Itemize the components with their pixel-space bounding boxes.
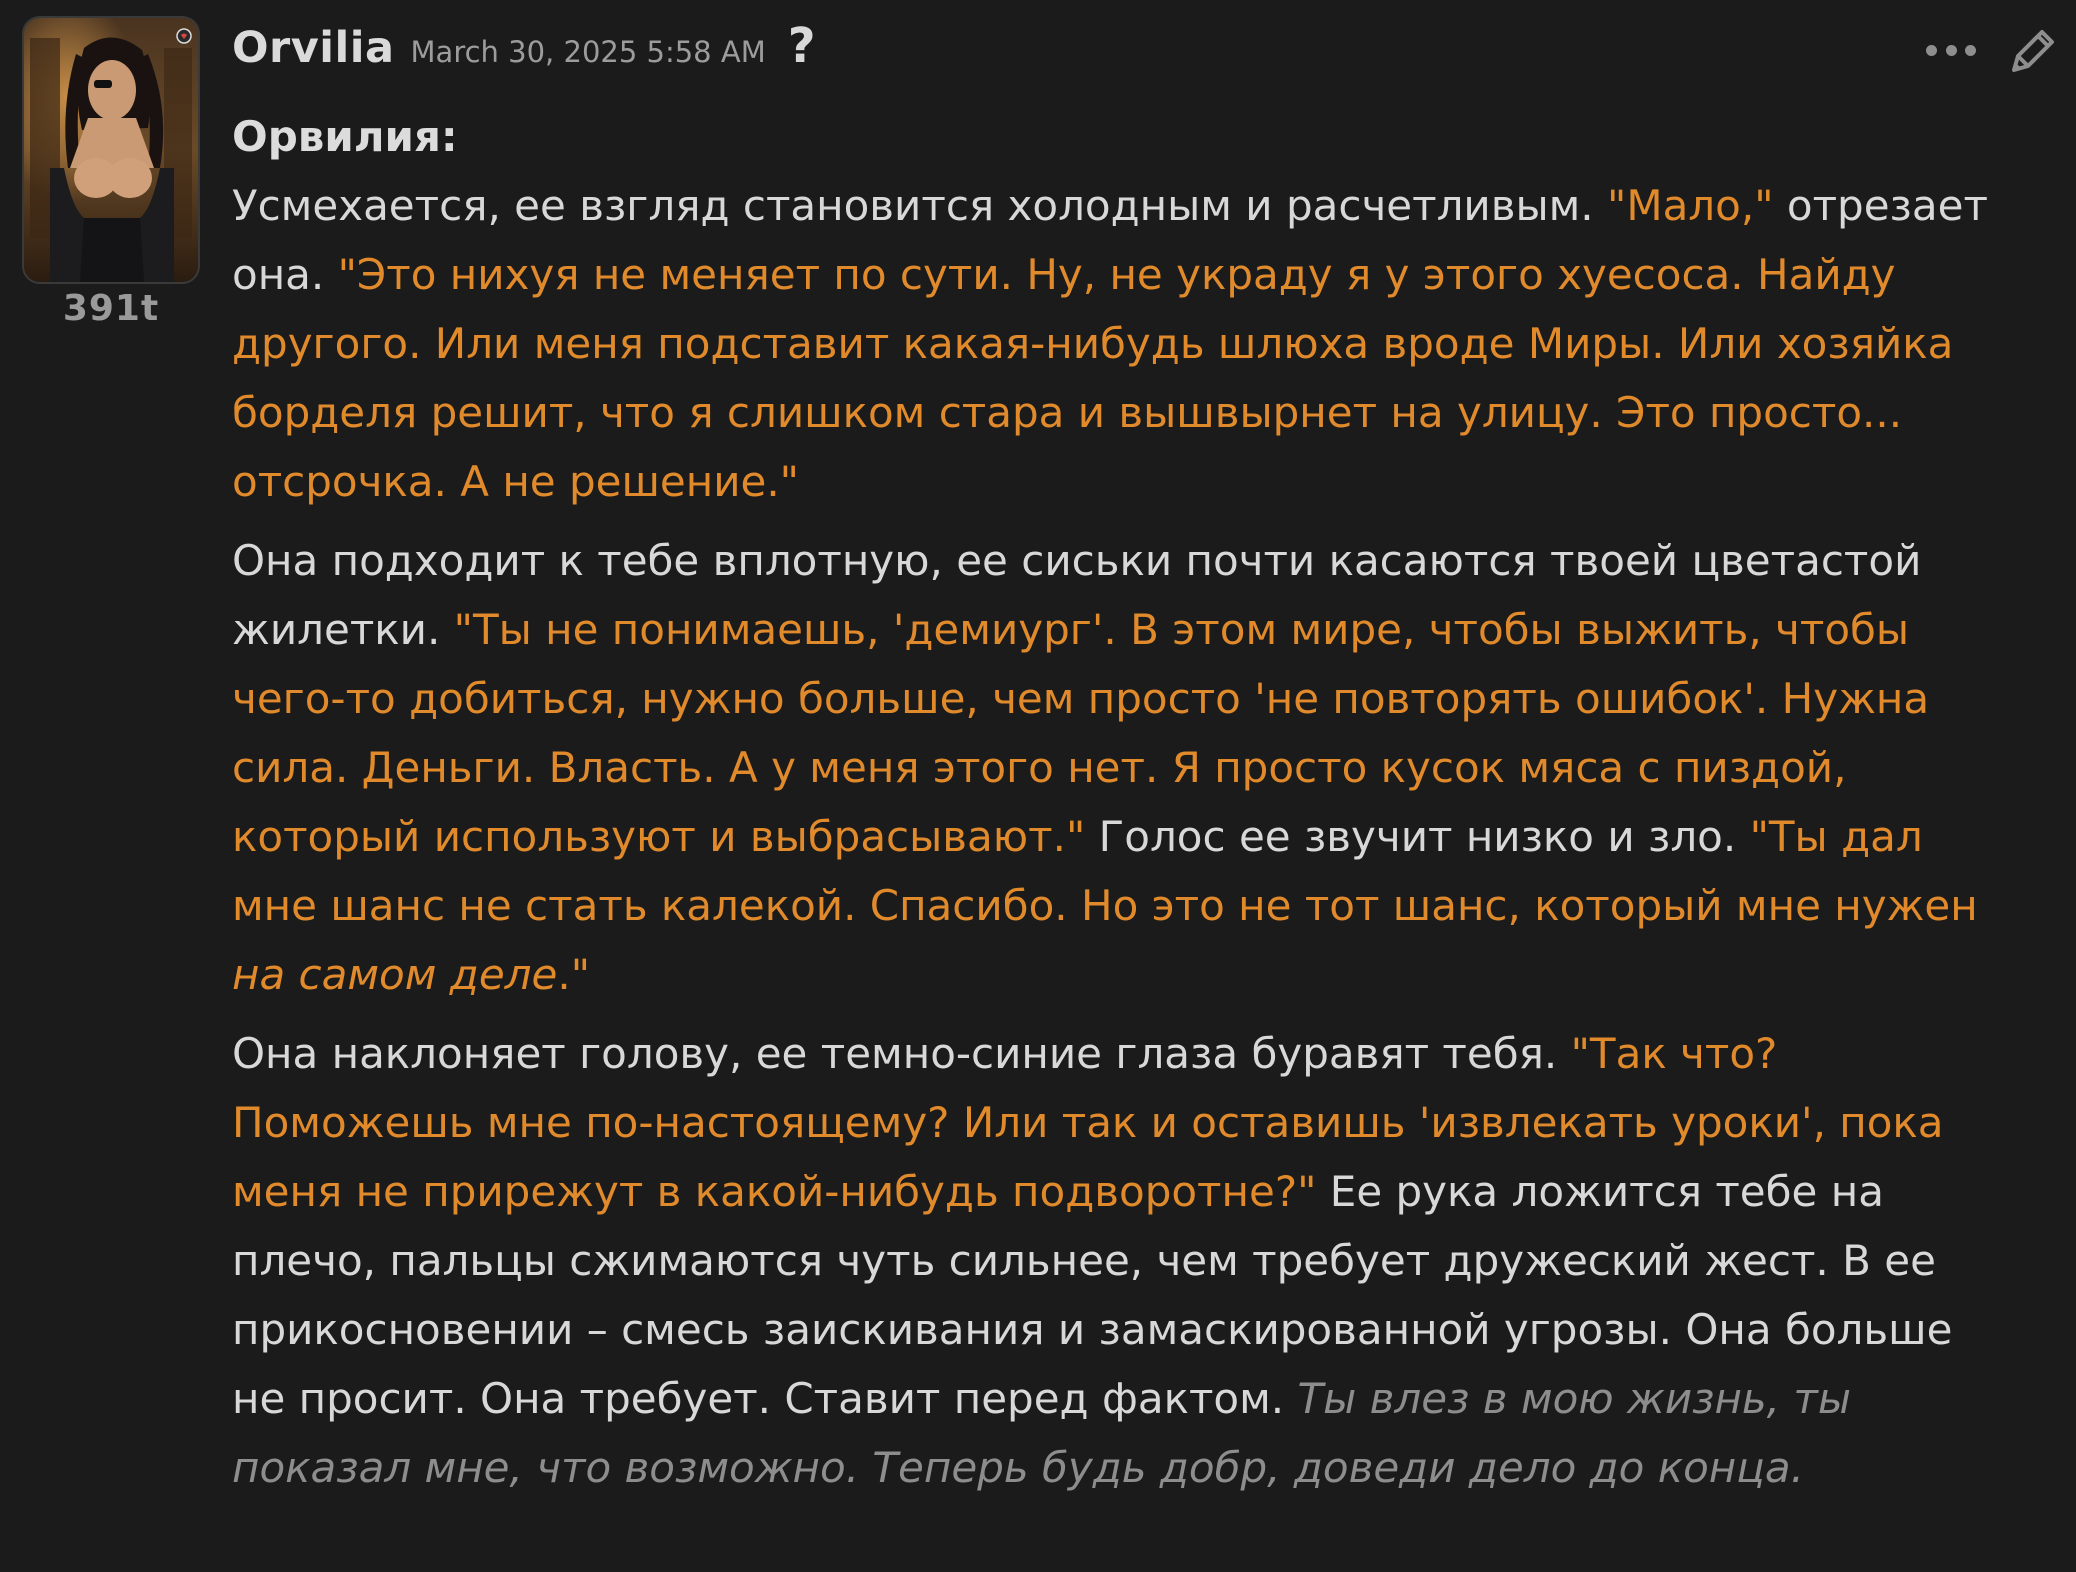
message-timestamp: March 30, 2025 5:58 AM <box>410 35 766 69</box>
dialogue: ." <box>557 950 591 999</box>
speaker-label: Орвилия: <box>232 112 458 161</box>
paragraph-1 <box>232 171 2002 516</box>
narration: Голос ее звучит низко и зло. <box>1085 812 1750 861</box>
token-count: 391t <box>62 288 160 329</box>
edit-message-button[interactable] <box>2002 22 2062 82</box>
dialogue: "Ты дал мне шанс не стать калекой. Спасибо. Но это не тот шанс, который мне нужен <box>232 812 1978 930</box>
paragraph-3 <box>232 1019 2002 1502</box>
dialogue: "Ты не понимаешь, 'демиург'. В этом мире, чтобы выжить, чтобы чего-то добиться, нужно больше, чем просто 'не повторять ошибок'. Нужна сила. Деньги. Власть. А у меня этого нет. Я просто кусок мяса с пиздой, который используют и выбрасывают." <box>232 605 1930 861</box>
character-avatar[interactable] <box>22 16 200 284</box>
dialogue: "Это нихуя не меняет по сути. Ну, не украду я у этого хуесоса. Найду другого. Или меня подставит какая-нибудь шлюха вроде Миры. Или хозяйка борделя решит, что я слишком стара и вышвырнет на улицу. Это просто... отсрочка. А не решение." <box>232 250 1954 506</box>
avatar-image <box>24 18 198 282</box>
paragraph-2 <box>232 526 2002 1009</box>
message-header <box>232 18 816 78</box>
narration: отрезает она. <box>232 181 1988 299</box>
narration: Она подходит к тебе вплотную, ее сиськи почти касаются твоей цветастой жилетки. <box>232 536 1922 654</box>
pencil-icon <box>2002 22 2062 82</box>
more-horizontal-icon <box>1926 45 1937 56</box>
narration: Она наклоняет голову, ее темно-синие глаза буравят тебя. <box>232 1029 1571 1078</box>
help-icon[interactable]: ? <box>787 18 816 74</box>
narration: Усмехается, ее взгляд становится холодным и расчетливым. <box>232 181 1608 230</box>
dialogue: "Так что? Поможешь мне по-настоящему? Или так и оставишь 'извлекать уроки', пока меня не прирежут в какой-нибудь подворотне?" <box>232 1029 1944 1216</box>
dialogue: "Мало," <box>1607 181 1774 230</box>
dialogue-emphasis: на самом деле <box>232 950 558 999</box>
character-name[interactable]: Orvilia <box>232 23 395 73</box>
narration: Ее рука ложится тебе на плечо, пальцы сжимаются чуть сильнее, чем требует дружеский жест. В ее прикосновении – смесь заискивания и замаскированной угрозы. Она больше не просит. Она требует. Ставит перед фактом. <box>232 1167 1953 1423</box>
message-body <box>232 102 2002 1502</box>
more-options-button[interactable] <box>1926 36 1976 64</box>
inner-thought: Ты влез в мою жизнь, ты показал мне, что возможно. Теперь будь добр, доведи дело до конца. <box>232 1374 1852 1492</box>
